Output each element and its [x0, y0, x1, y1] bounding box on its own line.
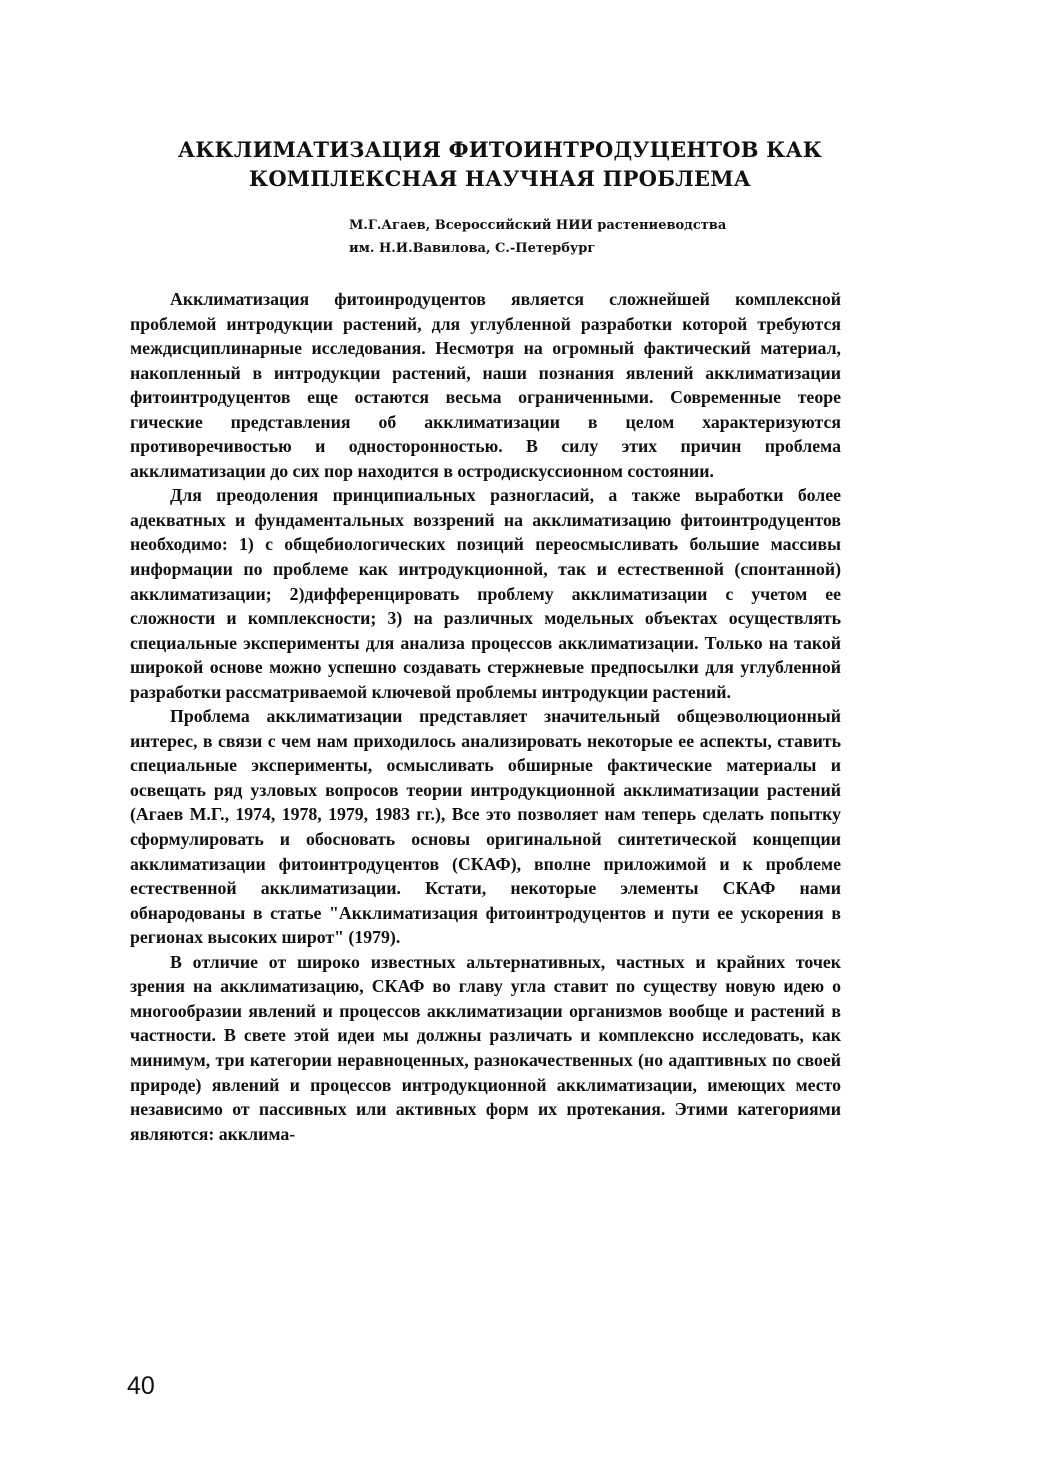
- author-line-2: им. Н.И.Вавилова, С.-Петербург: [349, 241, 596, 256]
- article-title: [150, 135, 850, 193]
- paragraph-1: Акклиматизация фитоинродуцентов является сложнейшей комплексной проблемой интродукции растений, для углубленной разработки которой требуются междисциплинарные исследования. Несмотря на огромный фактический материал, накопленный в интродукции растений, наши познания явлений акклиматизации фитоинтродуцентов еще остаются весьма ограниченными. Современные теоре гические представления об акклиматизации в целом характеризуются противоречивостью и односторонностью. В силу этих причин проблема акклиматизации до сих пор находится в остродискуссионном состоянии.: [130, 289, 841, 481]
- title-line-2: КОМПЛЕКСНАЯ НАУЧНАЯ ПРОБЛЕМА: [249, 166, 751, 191]
- page-number: 40: [127, 1372, 155, 1400]
- paragraph-2: Для преодоления принципиальных разногласий, а также выработки более адекватных и фундаментальных воззрений на акклиматизацию фитоинтродуцентов необходимо: 1) с общебиологических позиций переосмысливать большие массивы информации по проблеме как интродукционной, так и естественной (спонтанной) акклиматизации; 2)дифференцировать проблему акклиматизации с учетом ее сложности и комплексности; 3) на различных модельных объектах осуществлять специальные эксперименты для анализа процессов акклиматизации. Только на такой широкой основе можно успешно создавать стержневые предпосылки для углубленной разработки рассматриваемой ключевой проблемы интродукции растений.: [130, 485, 841, 702]
- paragraph-3: Проблема акклиматизации представляет значительный общеэволюционный интерес, в связи с чем нам приходилось анализировать некоторые ее аспекты, ставить специальные эксперименты, осмысливать обширные фактические материалы и освещать ряд узловых вопросов теории интродукционной акклиматизации растений (Агаев М.Г., 1974, 1978, 1979, 1983 гг.), Все это позволяет нам теперь сделать попытку сформулировать и обосновать основы оригинальной синтетической концепции акклиматизации фитоинтродуцентов (СКАФ), вполне приложимой и к проблеме естественной акклиматизации. Кстати, некоторые элементы СКАФ нами обнародованы в статье "Акклиматизация фитоинтродуцентов и пути ее ускорения в регионах высоких широт" (1979).: [130, 706, 841, 948]
- article-body: [130, 287, 841, 1146]
- paragraph-4: В отличие от широко известных альтернативных, частных и крайних точек зрения на акклиматизацию, СКАФ во главу угла ставит по существу новую идею о многообразии явлений и процессов акклиматизации организмов вообще и растений в частности. В свете этой идеи мы должны различать и комплексно исследовать, как минимум, три категории неравноценных, разнокачественных (но адаптивных по своей природе) явлений и процессов интродукционной акклиматизации, имеющих место независимо от пассивных или активных форм их протекания. Этими категориями являются: акклима-: [130, 951, 841, 1144]
- author-line-1: М.Г.Агаев, Всероссийский НИИ растениеводства: [349, 218, 727, 233]
- title-line-1: АККЛИМАТИЗАЦИЯ ФИТОИНТРОДУЦЕНТОВ КАК: [177, 137, 823, 162]
- author-affiliation: [349, 214, 839, 260]
